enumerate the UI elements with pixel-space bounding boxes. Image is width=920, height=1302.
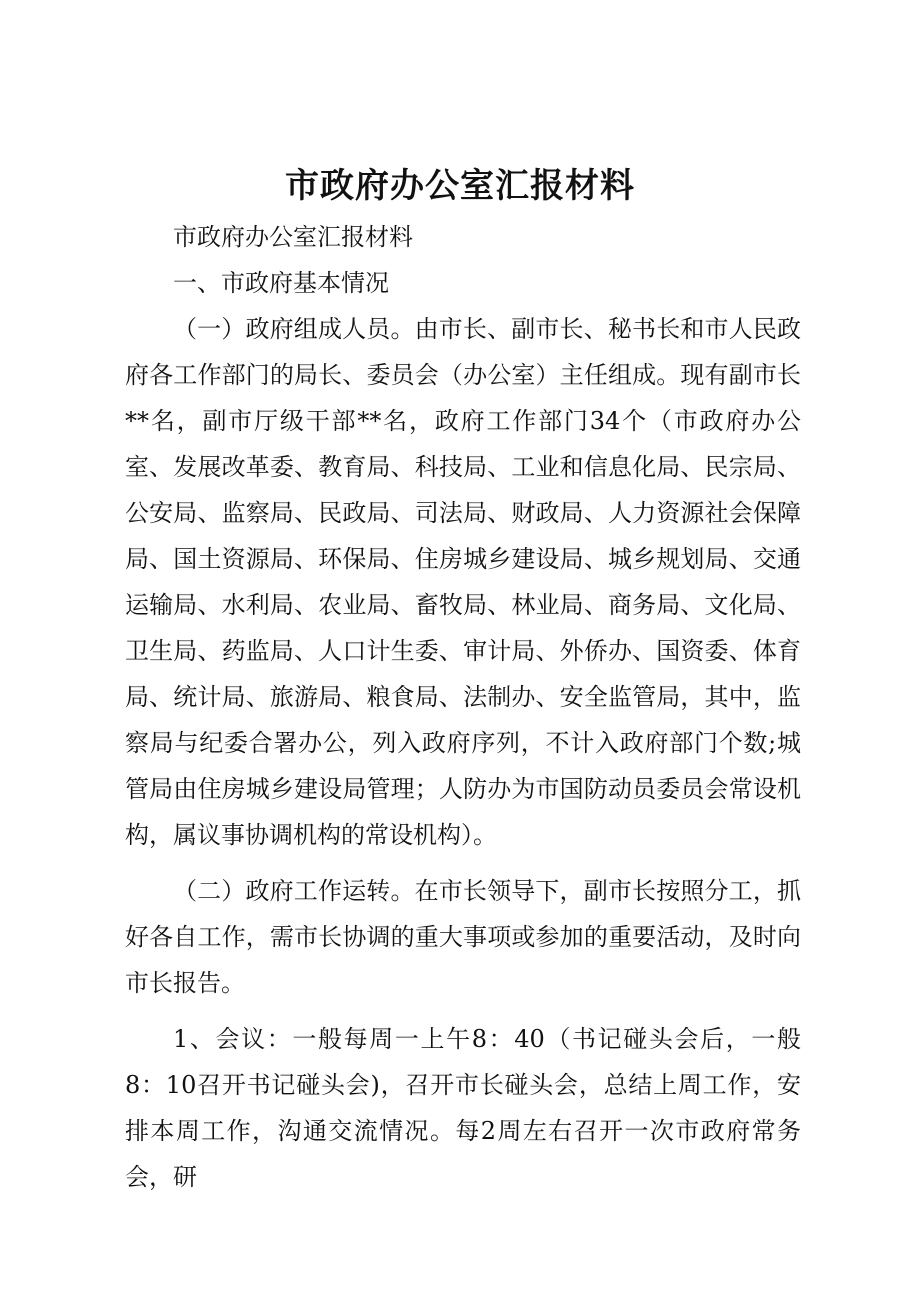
paragraph-meetings: 1、会议：一般每周一上午8：40（书记碰头会后，一般8：10召开书记碰头会)，召开市长碰头会，总结上周工作，安排本周工作，沟通交流情况。每2周左右召开一次市政府常务会，研 [125, 1025, 801, 1191]
subtitle-paragraph: 市政府办公室汇报材料 [173, 223, 413, 251]
paragraph-government-members: （一）政府组成人员。由市长、副市长、秘书长和市人民政府各工作部门的局长、委员会（办公室）主任组成。现有副市长**名，副市厅级干部**名，政府工作部门34个（市政府办公室、发展改革委、教育局、科技局、工业和信息化局、民宗局、公安局、监察局、民政局、司法局、财政局、人力资源社会保障局、国土资源局、环保局、住房城乡建设局、城乡规划局、交通运输局、水利局、农业局、畜牧局、林业局、商务局、文化局、卫生局、药监局、人口计生委、审计局、外侨办、国资委、体育局、统计局、旅游局、粮食局、法制办、安全监管局，其中，监察局与纪委合署办公，列入政府序列，不计入政府部门个数;城管局由住房城乡建设局管理；人防办为市国防动员委员会常设机构，属议事协调机构的常设机构）。 [125, 315, 801, 849]
section-heading: 一、市政府基本情况 [173, 269, 389, 297]
document-title: 市政府办公室汇报材料 [285, 166, 635, 206]
document-body [125, 214, 801, 1200]
paragraph-government-operation: （二）政府工作运转。在市长领导下，副市长按照分工，抓好各自工作，需市长协调的重大事项或参加的重要活动，及时向市长报告。 [125, 877, 801, 997]
